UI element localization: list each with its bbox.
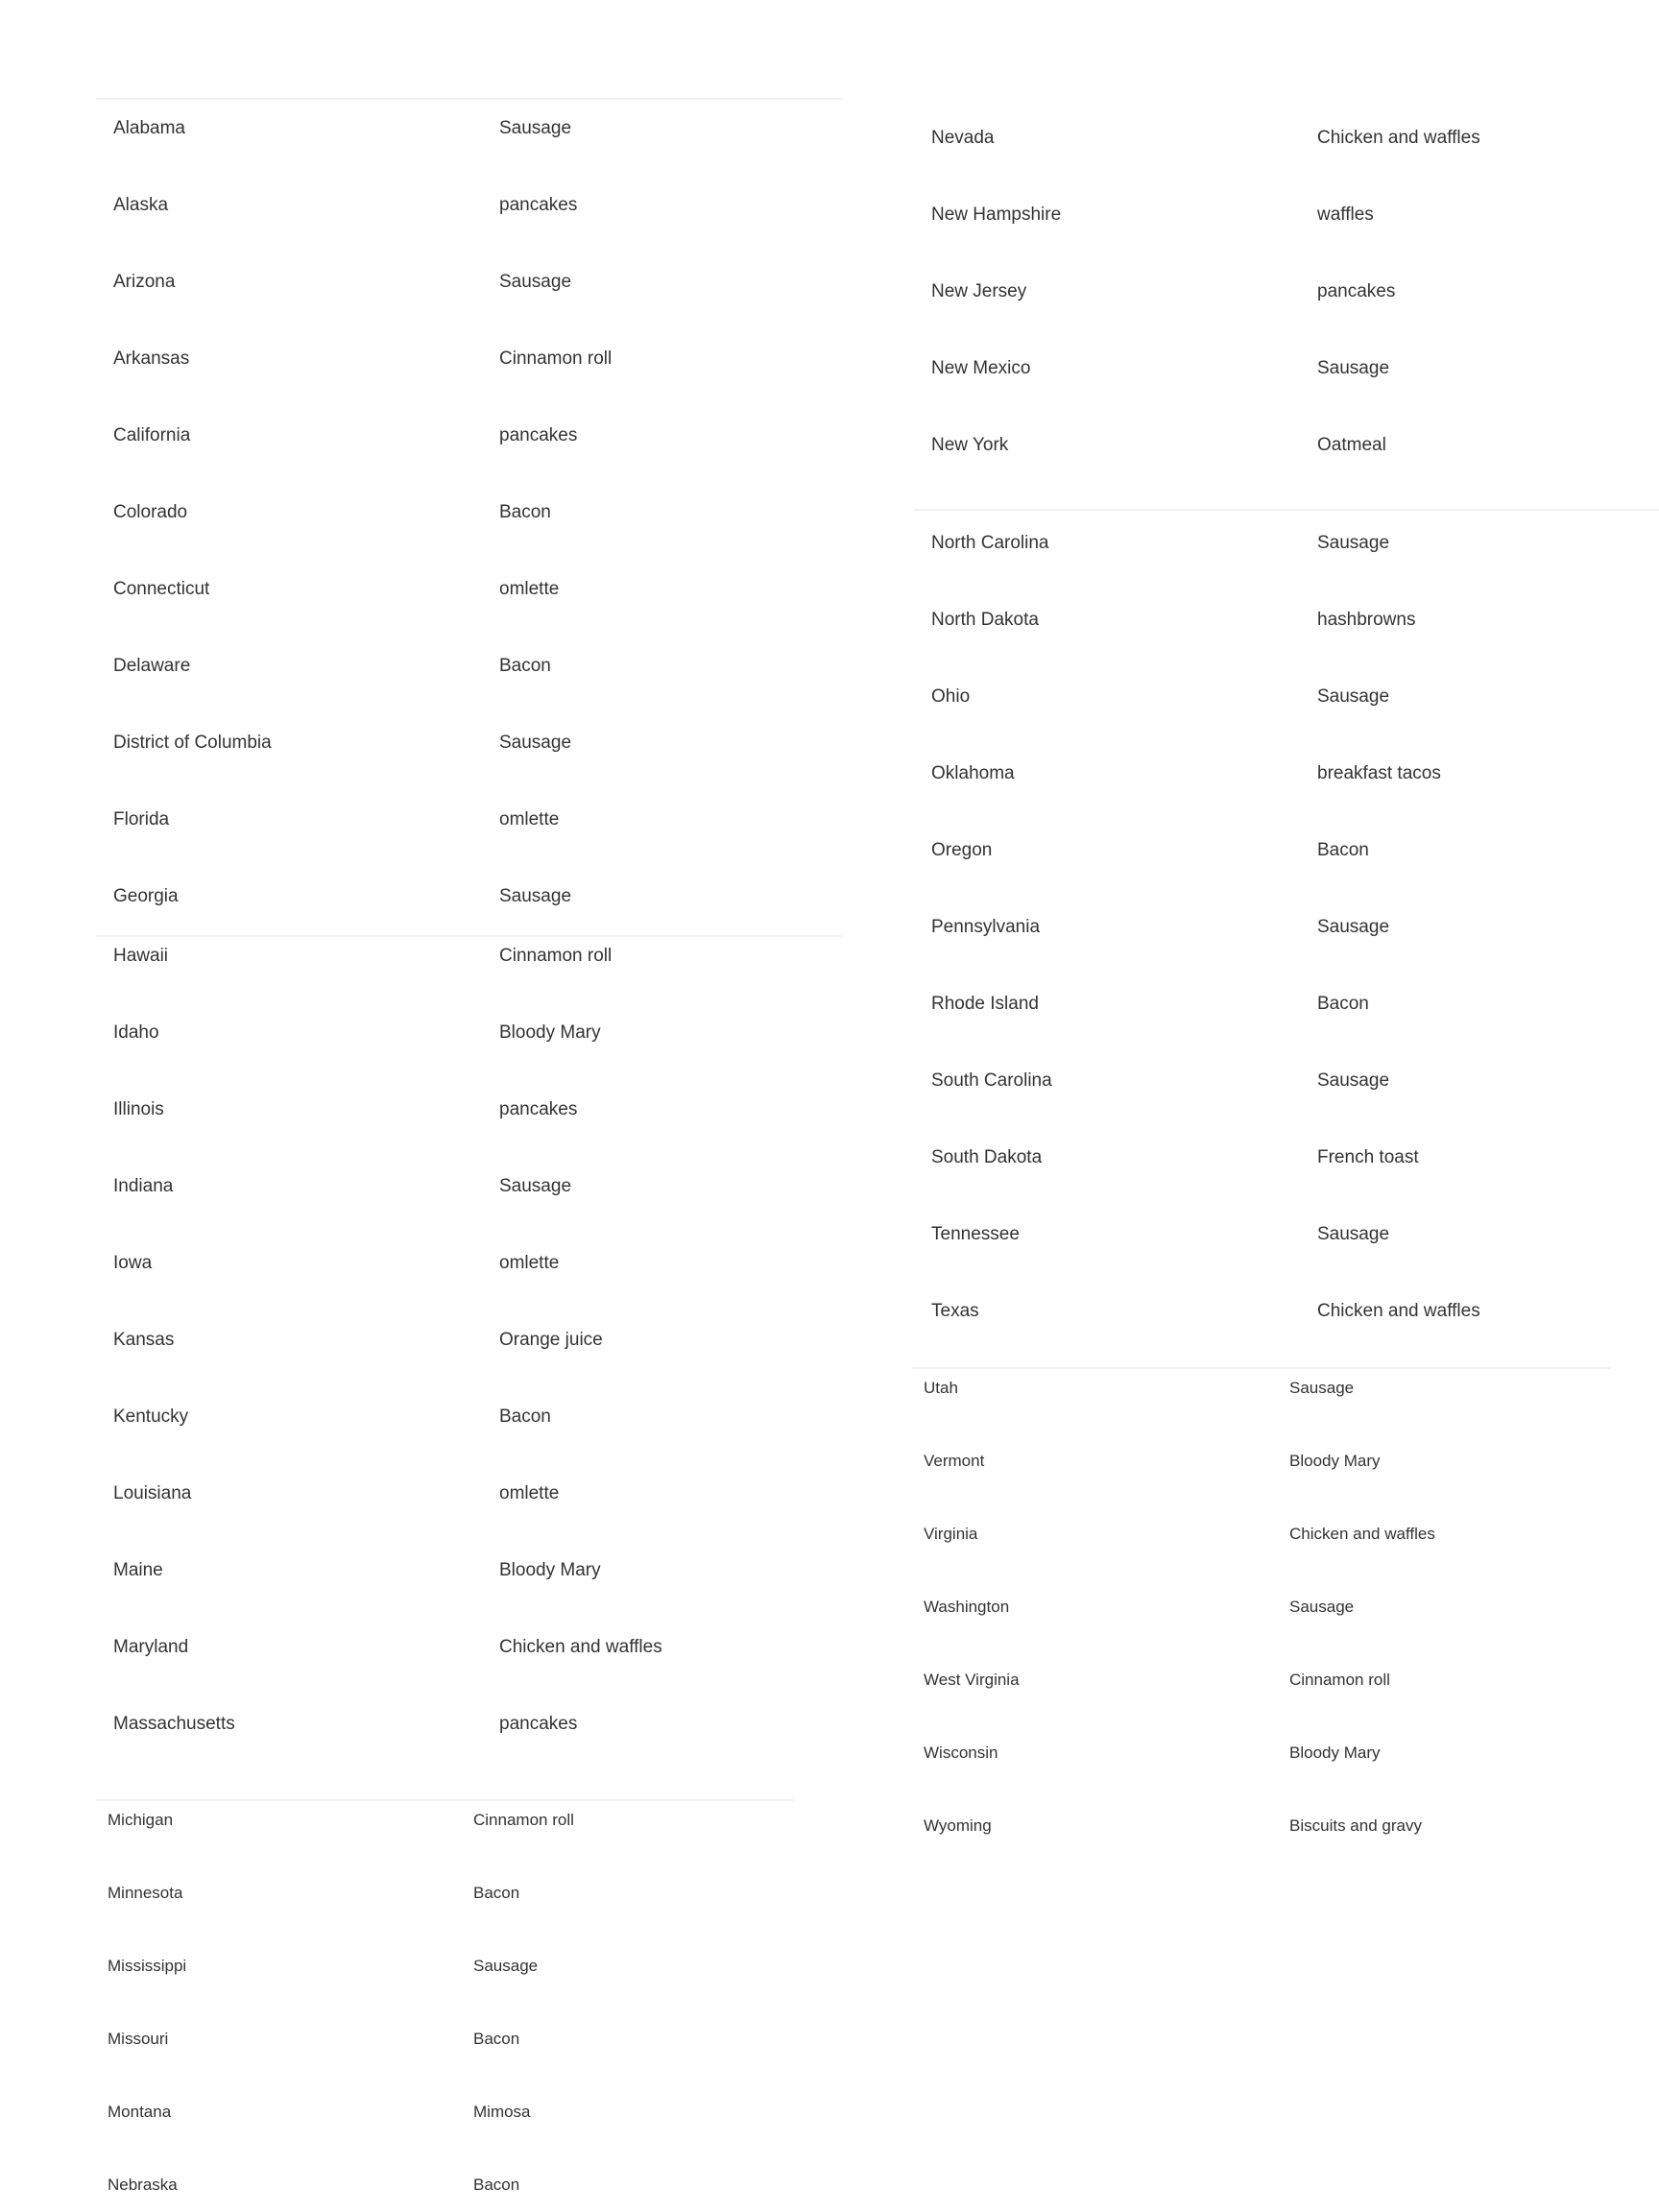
breakfast-item-cell: Oatmeal xyxy=(1317,435,1386,455)
state-name-cell: South Carolina xyxy=(931,1070,1052,1091)
breakfast-item-cell: omlette xyxy=(499,1253,560,1273)
table-row xyxy=(96,1475,841,1513)
breakfast-item-cell: Chicken and waffles xyxy=(1289,1525,1435,1543)
breakfast-item-cell: Sausage xyxy=(499,272,572,292)
table-block-utah-wyoming xyxy=(912,1367,1611,1866)
table-row xyxy=(96,1801,793,1839)
state-name-cell: Georgia xyxy=(113,886,179,906)
table-row xyxy=(912,1588,1611,1626)
state-name-cell: Washington xyxy=(924,1598,1010,1616)
state-name-cell: Ohio xyxy=(931,686,971,707)
breakfast-item-cell: Sausage xyxy=(1317,1224,1390,1244)
breakfast-item-cell: Sausage xyxy=(473,1957,539,1975)
breakfast-item-cell: Bacon xyxy=(1317,840,1369,860)
breakfast-item-cell: Bloody Mary xyxy=(499,1022,601,1043)
breakfast-item-cell: Bacon xyxy=(473,1884,520,1902)
breakfast-item-cell: Sausage xyxy=(1317,917,1390,937)
table-row xyxy=(914,755,1659,793)
table-row xyxy=(96,1874,793,1912)
table-row xyxy=(914,908,1659,947)
breakfast-item-cell: Orange juice xyxy=(499,1330,603,1350)
table-row xyxy=(912,1661,1611,1699)
state-name-cell: Michigan xyxy=(108,1811,174,1829)
state-name-cell: Tennessee xyxy=(931,1224,1020,1244)
state-name-cell: West Virginia xyxy=(924,1671,1020,1689)
state-name-cell: Alaska xyxy=(113,195,169,215)
table-row xyxy=(96,1628,841,1667)
table-row xyxy=(96,109,841,148)
state-name-cell: Massachusetts xyxy=(113,1714,235,1734)
breakfast-item-cell: waffles xyxy=(1317,204,1374,225)
table-row xyxy=(96,801,841,839)
state-name-cell: Montana xyxy=(108,2103,172,2121)
state-name-cell: New York xyxy=(931,435,1009,455)
breakfast-item-cell: pancakes xyxy=(499,425,578,445)
breakfast-item-cell: Bloody Mary xyxy=(1289,1452,1381,1470)
breakfast-item-cell: Bacon xyxy=(499,502,551,522)
table-row xyxy=(912,1734,1611,1772)
state-name-cell: Mississippi xyxy=(108,1957,187,1975)
state-name-cell: Missouri xyxy=(108,2030,169,2048)
breakfast-item-cell: Sausage xyxy=(1289,1379,1355,1397)
state-name-cell: Oklahoma xyxy=(931,763,1015,783)
state-name-cell: Arkansas xyxy=(113,349,190,369)
breakfast-item-cell: Chicken and waffles xyxy=(1317,1301,1480,1321)
breakfast-item-cell: Sausage xyxy=(499,1176,572,1196)
breakfast-item-cell: Sausage xyxy=(1317,686,1390,707)
state-name-cell: Minnesota xyxy=(108,1884,183,1902)
table-row xyxy=(914,831,1659,870)
table-row xyxy=(912,1807,1611,1845)
breakfast-item-cell: Chicken and waffles xyxy=(1317,128,1480,148)
table-row xyxy=(914,1139,1659,1177)
table-row xyxy=(96,1947,793,1985)
state-name-cell: Indiana xyxy=(113,1176,174,1196)
state-name-cell: Virginia xyxy=(924,1525,978,1543)
state-name-cell: New Jersey xyxy=(931,281,1027,301)
state-name-cell: Colorado xyxy=(113,502,188,522)
table-block-hawaii-massachusetts xyxy=(96,935,841,1799)
table-row xyxy=(96,263,841,301)
table-row xyxy=(96,724,841,762)
breakfast-item-cell: Bacon xyxy=(499,1407,551,1427)
breakfast-item-cell: Cinnamon roll xyxy=(499,946,613,966)
breakfast-item-cell: Bacon xyxy=(473,2176,520,2194)
table-block-alabama-georgia xyxy=(96,98,841,939)
table-row xyxy=(96,878,841,916)
state-name-cell: South Dakota xyxy=(931,1147,1043,1167)
state-name-cell: Texas xyxy=(931,1301,979,1321)
state-name-cell: Nevada xyxy=(931,128,995,148)
breakfast-item-cell: pancakes xyxy=(499,195,578,215)
table-row xyxy=(96,647,841,685)
state-name-cell: California xyxy=(113,425,191,445)
state-name-cell: New Mexico xyxy=(931,358,1031,378)
state-name-cell: District of Columbia xyxy=(113,733,272,753)
state-name-cell: Illinois xyxy=(113,1099,164,1119)
breakfast-item-cell: Bloody Mary xyxy=(499,1560,601,1580)
table-block-michigan-nebraska xyxy=(96,1799,793,2212)
table-row xyxy=(914,985,1659,1023)
breakfast-item-cell: Bacon xyxy=(473,2030,520,2048)
state-name-cell: Hawaii xyxy=(113,946,169,966)
breakfast-item-cell: Sausage xyxy=(1317,358,1390,378)
breakfast-item-cell: pancakes xyxy=(499,1099,578,1119)
table-row xyxy=(912,1515,1611,1553)
breakfast-item-cell: Sausage xyxy=(499,733,572,753)
state-name-cell: Iowa xyxy=(113,1253,153,1273)
table-row xyxy=(914,1215,1659,1254)
state-name-cell: Wisconsin xyxy=(924,1743,998,1762)
state-name-cell: Idaho xyxy=(113,1022,159,1043)
state-name-cell: Kansas xyxy=(113,1330,175,1350)
state-name-cell: Connecticut xyxy=(113,579,210,599)
state-name-cell: Maryland xyxy=(113,1637,189,1657)
table-row xyxy=(96,570,841,609)
state-name-cell: Alabama xyxy=(113,118,185,138)
table-row xyxy=(96,937,841,975)
table-row xyxy=(912,1442,1611,1480)
table-row xyxy=(96,2166,793,2204)
state-name-cell: North Carolina xyxy=(931,533,1049,553)
table-row xyxy=(914,273,1659,311)
breakfast-item-cell: Cinnamon roll xyxy=(1289,1671,1390,1689)
table-block-nevada-new-york xyxy=(914,96,1659,509)
breakfast-item-cell: hashbrowns xyxy=(1317,610,1416,630)
table-row xyxy=(96,417,841,455)
table-row xyxy=(96,1705,841,1743)
table-block-north-carolina-texas xyxy=(914,509,1659,1367)
breakfast-item-cell: Sausage xyxy=(1289,1598,1355,1616)
table-row xyxy=(96,1551,841,1590)
breakfast-item-cell: Sausage xyxy=(499,886,572,906)
table-row xyxy=(914,1062,1659,1100)
table-row xyxy=(96,1167,841,1206)
state-name-cell: Rhode Island xyxy=(931,994,1039,1014)
breakfast-item-cell: Chicken and waffles xyxy=(499,1637,662,1657)
state-name-cell: Vermont xyxy=(924,1452,985,1470)
table-row xyxy=(96,1398,841,1436)
table-row xyxy=(914,349,1659,388)
state-name-cell: Florida xyxy=(113,809,170,830)
table-row xyxy=(914,524,1659,563)
table-row xyxy=(96,340,841,378)
breakfast-item-cell: Sausage xyxy=(1317,533,1390,553)
breakfast-item-cell: Mimosa xyxy=(473,2103,531,2121)
breakfast-item-cell: omlette xyxy=(499,1483,560,1503)
state-name-cell: Kentucky xyxy=(113,1407,189,1427)
state-name-cell: Oregon xyxy=(931,840,993,860)
table-row xyxy=(96,1321,841,1359)
state-name-cell: Nebraska xyxy=(108,2176,178,2194)
state-name-cell: Utah xyxy=(924,1379,958,1397)
table-row xyxy=(96,2093,793,2131)
table-row xyxy=(96,1091,841,1129)
table-row xyxy=(914,119,1659,157)
breakfast-item-cell: French toast xyxy=(1317,1147,1419,1167)
table-row xyxy=(914,678,1659,716)
state-name-cell: North Dakota xyxy=(931,610,1039,630)
table-row xyxy=(96,493,841,532)
table-row xyxy=(96,1014,841,1052)
breakfast-item-cell: pancakes xyxy=(499,1714,578,1734)
table-row xyxy=(914,601,1659,639)
table-row xyxy=(914,196,1659,234)
table-row xyxy=(96,1244,841,1283)
breakfast-item-cell: Cinnamon roll xyxy=(499,349,613,369)
table-row xyxy=(912,1369,1611,1407)
state-name-cell: Arizona xyxy=(113,272,176,292)
state-name-cell: Pennsylvania xyxy=(931,917,1041,937)
table-row xyxy=(96,186,841,225)
breakfast-item-cell: Cinnamon roll xyxy=(473,1811,574,1829)
table-row xyxy=(914,1292,1659,1331)
table-row xyxy=(96,2020,793,2058)
breakfast-item-cell: Sausage xyxy=(1317,1070,1390,1091)
state-name-cell: New Hampshire xyxy=(931,204,1062,225)
breakfast-item-cell: omlette xyxy=(499,809,560,830)
breakfast-item-cell: Sausage xyxy=(499,118,572,138)
breakfast-item-cell: Bloody Mary xyxy=(1289,1743,1381,1762)
breakfast-item-cell: Bacon xyxy=(499,656,551,676)
table-row xyxy=(914,426,1659,465)
breakfast-item-cell: pancakes xyxy=(1317,281,1396,301)
state-name-cell: Louisiana xyxy=(113,1483,192,1503)
breakfast-item-cell: omlette xyxy=(499,579,560,599)
state-name-cell: Wyoming xyxy=(924,1816,992,1835)
state-name-cell: Maine xyxy=(113,1560,163,1580)
breakfast-item-cell: breakfast tacos xyxy=(1317,763,1441,783)
breakfast-item-cell: Bacon xyxy=(1317,994,1369,1014)
state-name-cell: Delaware xyxy=(113,656,191,676)
breakfast-item-cell: Biscuits and gravy xyxy=(1289,1816,1422,1835)
